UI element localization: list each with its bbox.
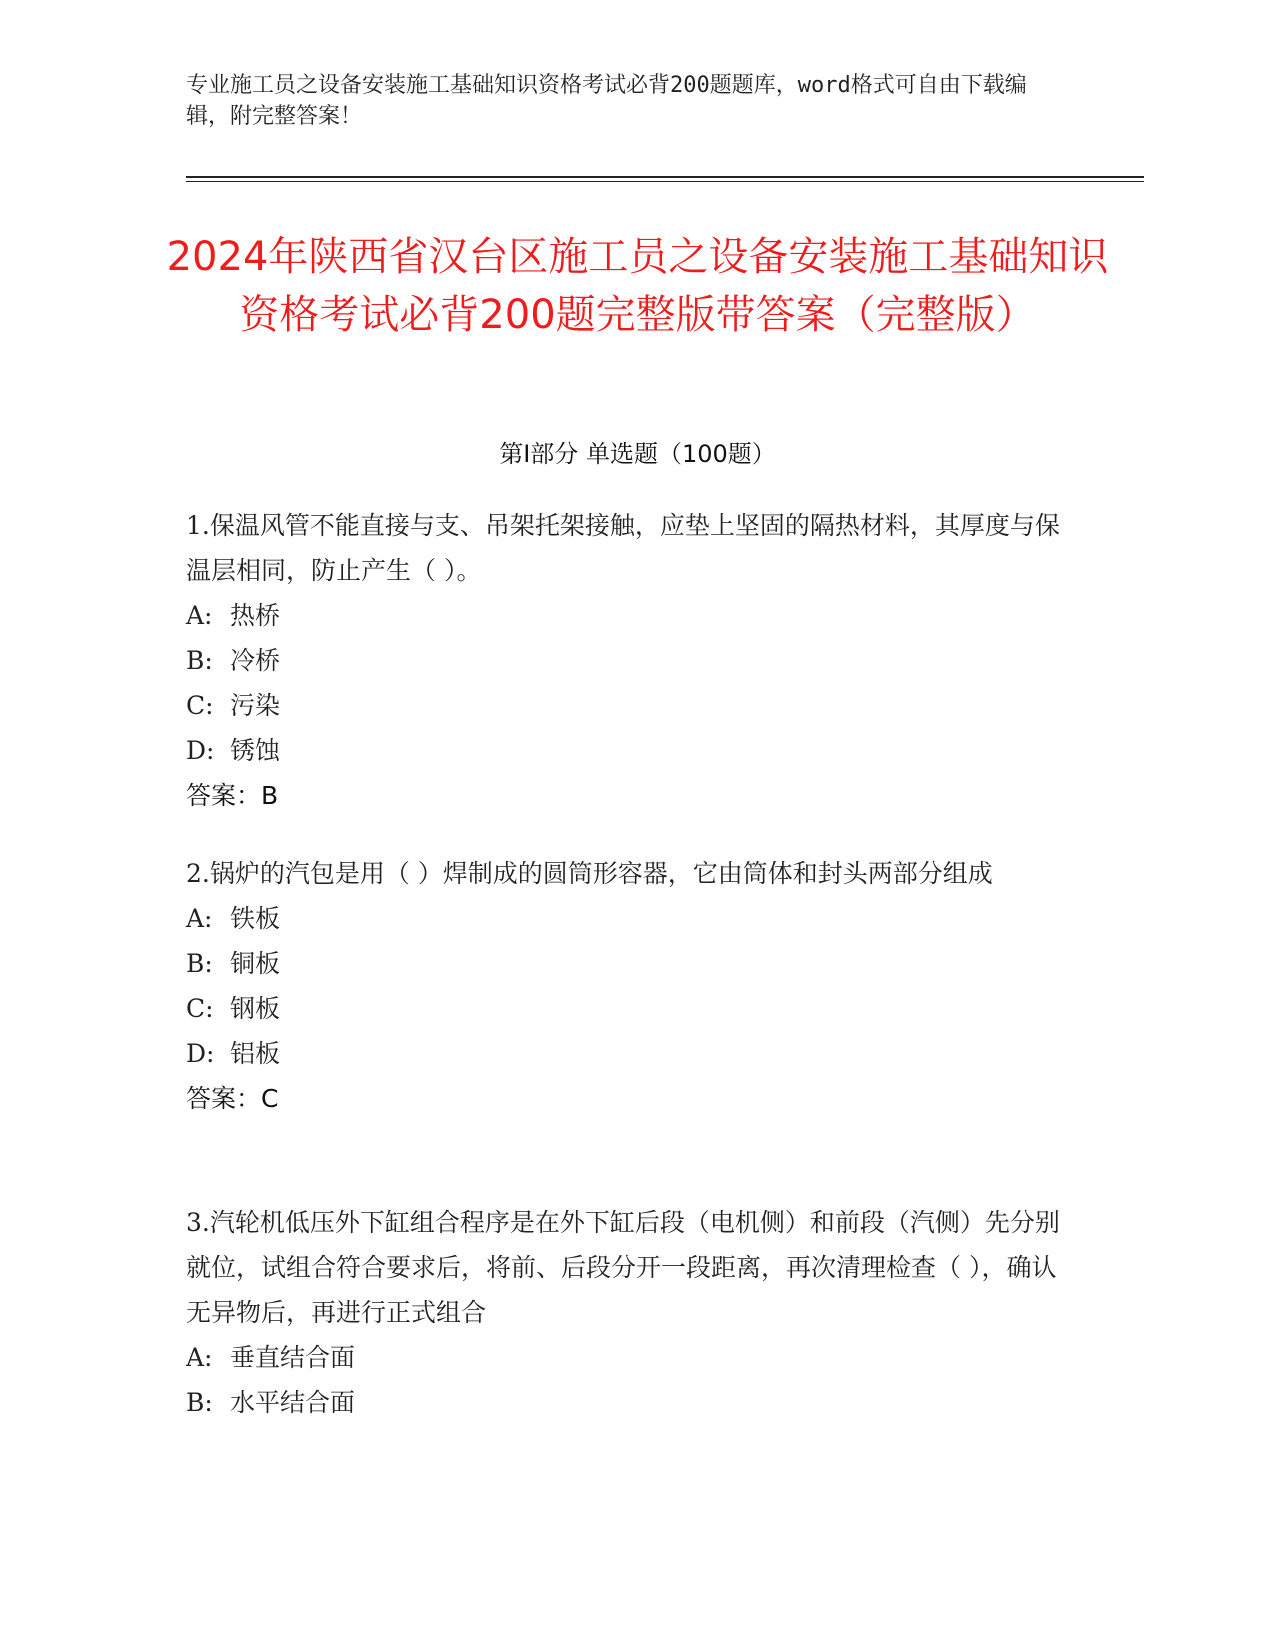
option-key: C: (186, 691, 214, 720)
option-key: A: (186, 601, 213, 630)
question-2 (186, 851, 1066, 1121)
question-1 (186, 503, 1066, 818)
question-text: 3.汽轮机低压外下缸组合程序是在外下缸后段（电机侧）和前段（汽侧）先分别就位，试组合符合要求后，将前、后段分开一段距离，再次清理检查（ ），确认无异物后，再进行正式组合 (186, 1208, 1060, 1327)
option-value: 污染 (230, 691, 281, 720)
option-value: 铁板 (230, 904, 281, 933)
option-c (186, 683, 1066, 728)
option-d (186, 1031, 1066, 1076)
answer: 答案：C (186, 1084, 279, 1113)
option-value: 铜板 (230, 949, 281, 978)
option-key: D: (186, 736, 215, 765)
option-c (186, 986, 1066, 1031)
option-d (186, 728, 1066, 773)
option-key: B: (186, 646, 213, 675)
option-b (186, 638, 1066, 683)
section-title: 第I部分 单选题（100题） (499, 440, 776, 468)
option-key: A: (186, 1343, 213, 1372)
option-value: 钢板 (230, 994, 281, 1023)
question-3 (186, 1200, 1066, 1425)
option-key: B: (186, 1388, 213, 1417)
option-value: 铝板 (230, 1039, 281, 1068)
option-value: 垂直结合面 (230, 1343, 356, 1372)
option-key: C: (186, 994, 214, 1023)
option-value: 水平结合面 (230, 1388, 356, 1417)
header-note: 专业施工员之设备安装施工基础知识资格考试必背200题题库，word格式可自由下载编辑，附完整答案！ (186, 73, 1027, 129)
option-value: 冷桥 (230, 646, 281, 675)
header-rule-thick (186, 176, 1144, 178)
option-a (186, 896, 1066, 941)
question-text: 2.锅炉的汽包是用（ ）焊制成的圆筒形容器，它由筒体和封头两部分组成 (186, 859, 993, 888)
option-b (186, 941, 1066, 986)
option-key: D: (186, 1039, 215, 1068)
option-value: 热桥 (230, 601, 281, 630)
option-value: 锈蚀 (230, 736, 281, 765)
option-a (186, 593, 1066, 638)
option-key: A: (186, 904, 213, 933)
question-text: 1.保温风管不能直接与支、吊架托架接触，应垫上坚固的隔热材料，其厚度与保温层相同，防止产生（ ）。 (186, 511, 1060, 585)
option-a (186, 1335, 1066, 1380)
option-b (186, 1380, 1066, 1425)
document-title: 2024年陕西省汉台区施工员之设备安装施工基础知识资格考试必背200题完整版带答案（完整版） (166, 234, 1109, 338)
option-key: B: (186, 949, 213, 978)
answer: 答案：B (186, 781, 279, 810)
header-rule-thin (186, 181, 1144, 182)
